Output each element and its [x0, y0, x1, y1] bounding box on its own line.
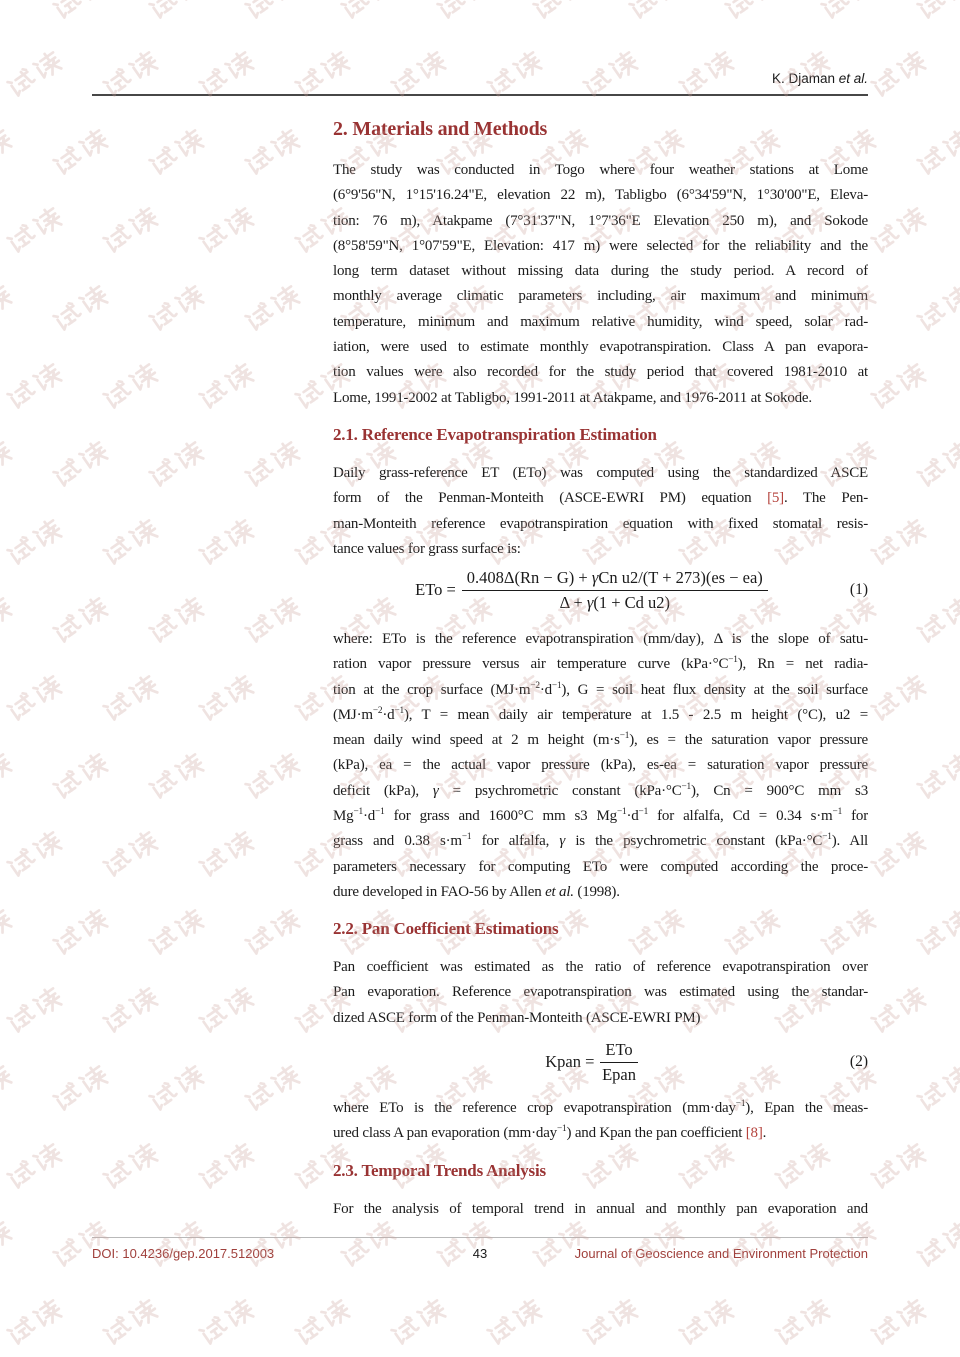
watermark-text: [865, 1137, 932, 1196]
paragraph-kpan-variables: [333, 1096, 868, 1147]
section-heading-temporal-trends: 2.3. Temporal Trends Analysis: [333, 1161, 546, 1180]
text-line: Pan evaporation. Reference evapotranspiration was estimated using the standar-: [333, 984, 868, 1001]
watermark-text: [193, 825, 260, 884]
text-line: (6°9'56"N, 1°15'16.24"E, elevation 22 m), Tabligbo (6°34'59"N, 1°30'00"E, Eleva-: [333, 187, 868, 204]
section-heading-materials-methods: 2. Materials and Methods: [333, 118, 548, 140]
watermark-text: [1, 513, 68, 572]
citation-link[interactable]: [8]: [745, 1125, 763, 1142]
watermark-text: [769, 1293, 836, 1352]
watermark-text: [239, 591, 306, 650]
watermark-text: [193, 669, 260, 728]
watermark-text: [0, 1215, 19, 1274]
watermark-text: [143, 435, 210, 494]
watermark-text: [193, 357, 260, 416]
text-line: tion values were also recorded for the study period that covered 1981-2010 at: [333, 364, 868, 381]
watermark-text: [97, 513, 164, 572]
watermark-text: [431, 0, 498, 26]
watermark-text: [0, 591, 19, 650]
watermark-text: [47, 903, 114, 962]
watermark-text: [623, 903, 690, 962]
text-line: form of the Penman-Monteith (ASCE-EWRI PM) equation [5]. The Pen-: [333, 490, 868, 507]
watermark-text: [97, 981, 164, 1040]
watermark-text: [385, 1293, 452, 1352]
text-line: iation, were used to estimate monthly evapotranspiration. Class A pan evapora-: [333, 339, 868, 356]
watermark-text: [719, 0, 786, 26]
paragraph-study-area: [333, 158, 868, 411]
text-line: monthly average climatic parameters including, air maximum and minimum: [333, 288, 868, 305]
watermark-text: [1, 201, 68, 260]
watermark-text: [97, 1293, 164, 1352]
watermark-text: [143, 591, 210, 650]
watermark-text: [1, 1293, 68, 1352]
watermark-text: [193, 1137, 260, 1196]
text-line: $Mg^{-1}\cdot d^{-1}$ for grass and 1600°C mm s3 $Mg^{-1}\cdot d^{-1}$ for alfalfa, Cd = 0.34 $s\cdot m^{-1}$ for: [333, 807, 868, 825]
footer-page-number: 43: [472, 1246, 488, 1261]
watermark-text: [239, 435, 306, 494]
equation-1-denominator: Δ + γ(1 + Cd u2): [559, 592, 671, 612]
watermark-text: [865, 357, 932, 416]
watermark-text: [239, 123, 306, 182]
watermark-text: [865, 669, 932, 728]
watermark-text: [911, 123, 960, 182]
text-line: parameters necessary for computing ETo were computed according the proce-: [333, 858, 868, 875]
header-rule: [92, 94, 868, 96]
text-line: tance values for grass surface is:: [333, 540, 521, 557]
watermark-text: [143, 279, 210, 338]
text-line: mean daily wind speed at 2 m height $(m\cdot s^{-1})$, es = the saturation vapor pressure: [333, 731, 868, 749]
watermark-text: [1, 357, 68, 416]
watermark-text: [719, 903, 786, 962]
text-line: where: ETo is the reference evapotranspiration (mm/day), Δ is the slope of satu-: [333, 631, 868, 647]
watermark-text: [335, 1215, 402, 1274]
text-line: man-Monteith reference evapotranspiration equation with fixed stomatal resis-: [333, 515, 868, 532]
watermark-text: [97, 669, 164, 728]
watermark-text: [143, 123, 210, 182]
watermark-text: [865, 45, 932, 104]
watermark-text: [193, 981, 260, 1040]
watermark-text: [0, 903, 19, 962]
header-author: K. Djaman et al.: [771, 71, 868, 86]
watermark-text: [1, 45, 68, 104]
text-line: dized ASCE form of the Penman-Monteith (ASCE-EWRI PM): [333, 1009, 701, 1026]
watermark-text: [193, 201, 260, 260]
text-line: grass and 0.38 $s\cdot m^{-1}$ for alfalfa, γ is the psychrometric constant $(kPa\cdot^\circ C^{-1})$. All: [333, 832, 868, 850]
watermark-text: [0, 279, 19, 338]
watermark-text: [289, 1293, 356, 1352]
watermark-text: [239, 1215, 306, 1274]
section-heading-pan-coefficient: 2.2. Pan Coefficient Estimations: [333, 919, 559, 938]
watermark-text: [815, 1215, 882, 1274]
text-line: The study was conducted in Togo where four weather stations at Lome: [333, 162, 868, 178]
watermark-text: [865, 1293, 932, 1352]
watermark-text: [239, 0, 306, 26]
equation-2-denominator: Epan: [602, 1064, 636, 1084]
paragraph-pan-coefficient: [333, 955, 868, 1031]
watermark-text: [47, 591, 114, 650]
watermark-text: [97, 201, 164, 260]
watermark-text: [815, 0, 882, 26]
footer-doi: DOI: 10.4236/gep.2017.512003: [92, 1246, 275, 1261]
watermark-text: [1, 1137, 68, 1196]
watermark-text: [1, 825, 68, 884]
equation-2-fraction: [600, 1039, 637, 1085]
citation-link[interactable]: [5]: [767, 490, 784, 507]
equation-1-number: (1): [849, 581, 868, 598]
watermark-text: [97, 825, 164, 884]
paragraph-eto-method: [333, 461, 868, 562]
watermark-text: [193, 1293, 260, 1352]
equation-1-body: [333, 567, 850, 613]
equation-2-body: [333, 1039, 850, 1085]
text-line: where ETo is the reference crop evapotranspiration (mm·day$^{-1}$), Epan the meas-: [333, 1099, 868, 1116]
equation-1-lhs: ETo =: [415, 580, 456, 599]
watermark-text: [239, 1059, 306, 1118]
footer-journal-name: Journal of Geoscience and Environment Protection: [574, 1246, 868, 1261]
watermark-text: [865, 825, 932, 884]
watermark-text: [0, 747, 19, 806]
text-line: (kPa), ea = the actual vapor pressure (kPa), es-ea = saturation vapor pressure: [333, 757, 868, 774]
watermark-text: [0, 1059, 19, 1118]
watermark-text: [0, 435, 19, 494]
watermark-text: [1, 981, 68, 1040]
watermark-text: [143, 1215, 210, 1274]
watermark-text: [911, 1059, 960, 1118]
watermark-text: [143, 903, 210, 962]
watermark-text: [911, 435, 960, 494]
watermark-text: [47, 123, 114, 182]
watermark-text: [335, 0, 402, 26]
section-heading-reference-et: 2.1. Reference Evapotranspiration Estimation: [333, 425, 657, 444]
text-line: ured class A pan evaporation (mm·day$^{-1}$) and Kpan the pan coefficient [8].: [333, 1124, 767, 1142]
watermark-text: [47, 435, 114, 494]
watermark-text: [911, 279, 960, 338]
watermark-text: [0, 0, 19, 26]
paragraph-temporal-trends: [333, 1197, 868, 1222]
text-line: (8°58'59"N, 1°07'59"E, Elevation: 417 m) were selected for the reliability and the: [333, 237, 868, 254]
watermark-text: [527, 1215, 594, 1274]
watermark-text: [815, 903, 882, 962]
equation-2-number: (2): [849, 1053, 868, 1070]
watermark-text: [911, 747, 960, 806]
watermark-text: [431, 1215, 498, 1274]
watermark-text: [527, 0, 594, 26]
watermark-text: [623, 0, 690, 26]
watermark-text: [143, 747, 210, 806]
watermark-text: [865, 981, 932, 1040]
watermark-text: [97, 1137, 164, 1196]
watermark-text: [865, 201, 932, 260]
watermark-text: [239, 903, 306, 962]
watermark-text: [47, 279, 114, 338]
watermark-text: [0, 123, 19, 182]
watermark-text: [239, 279, 306, 338]
text-line: dure developed in FAO-56 by Allen et al. (1998).: [333, 883, 620, 900]
text-line: deficit (kPa), γ = psychrometric constant $(kPa\cdot^\circ C^{-1})$, Cn = 900°C mm s3: [333, 781, 868, 799]
equation-2-numerator: ETo: [600, 1039, 637, 1062]
watermark-text: [911, 591, 960, 650]
watermark-text: [1, 669, 68, 728]
equation-2-lhs: Kpan =: [545, 1052, 595, 1071]
watermark-text: [47, 1059, 114, 1118]
watermark-text: [577, 1293, 644, 1352]
watermark-text: [911, 903, 960, 962]
text-line: temperature, minimum and maximum relative humidity, wind speed, solar rad-: [333, 313, 868, 330]
watermark-text: [911, 0, 960, 26]
text-line: tion at the crop surface $(MJ\cdot m^{-2}\cdot d^{-1})$, G = soil heat flux density at the soil surface: [333, 680, 868, 698]
equation-2: [333, 1034, 868, 1090]
text-line: Pan coefficient was estimated as the ratio of reference evapotranspiration over: [333, 959, 868, 975]
text-line: $(MJ\cdot m^{-2}\cdot d^{-1})$, T = mean daily air temperature at 1.5 - 2.5 m height (°C), u2 =: [333, 705, 868, 723]
watermark-text: [719, 1215, 786, 1274]
watermark-text: [673, 1293, 740, 1352]
watermark-text: [47, 747, 114, 806]
footer-rule: [92, 1237, 868, 1238]
watermark-text: [623, 1215, 690, 1274]
text-line: Lome, 1991-2002 at Tabligbo, 1991-2011 at Atakpame, and 1976-2011 at Sokode.: [333, 389, 812, 406]
watermark-text: [143, 1059, 210, 1118]
text-line: ration vapor pressure versus air temperature curve $(kPa\cdot^\circ C^{-1})$, Rn = net radia-: [333, 655, 868, 673]
watermark-text: [47, 1215, 114, 1274]
watermark-text: [97, 357, 164, 416]
paragraph-eto-variables: [333, 627, 868, 905]
watermark-text: [865, 513, 932, 572]
text-line: For the analysis of temporal trend in annual and monthly pan evaporation and: [333, 1201, 868, 1217]
watermark-text: [911, 1215, 960, 1274]
text-line: long term dataset without missing data during the study period. A record of: [333, 263, 868, 280]
watermark-text: [47, 0, 114, 26]
equation-1-fraction: [462, 567, 768, 613]
equation-1-numerator: 0.408Δ(Rn − G) + γCn u2/(T + 273)(es − ea): [462, 567, 768, 590]
watermark-text: [481, 1293, 548, 1352]
text-line: tion: 76 m), Atakpame (7°31'37"N, 1°7'36"E Elevation 250 m), and Sokode: [333, 212, 868, 229]
watermark-text: [239, 747, 306, 806]
footer: [92, 1246, 868, 1261]
equation-1: [333, 562, 868, 618]
watermark-text: [193, 513, 260, 572]
text-line: Daily grass-reference ET (ETo) was computed using the standardized ASCE: [333, 465, 868, 481]
watermark-text: [143, 0, 210, 26]
